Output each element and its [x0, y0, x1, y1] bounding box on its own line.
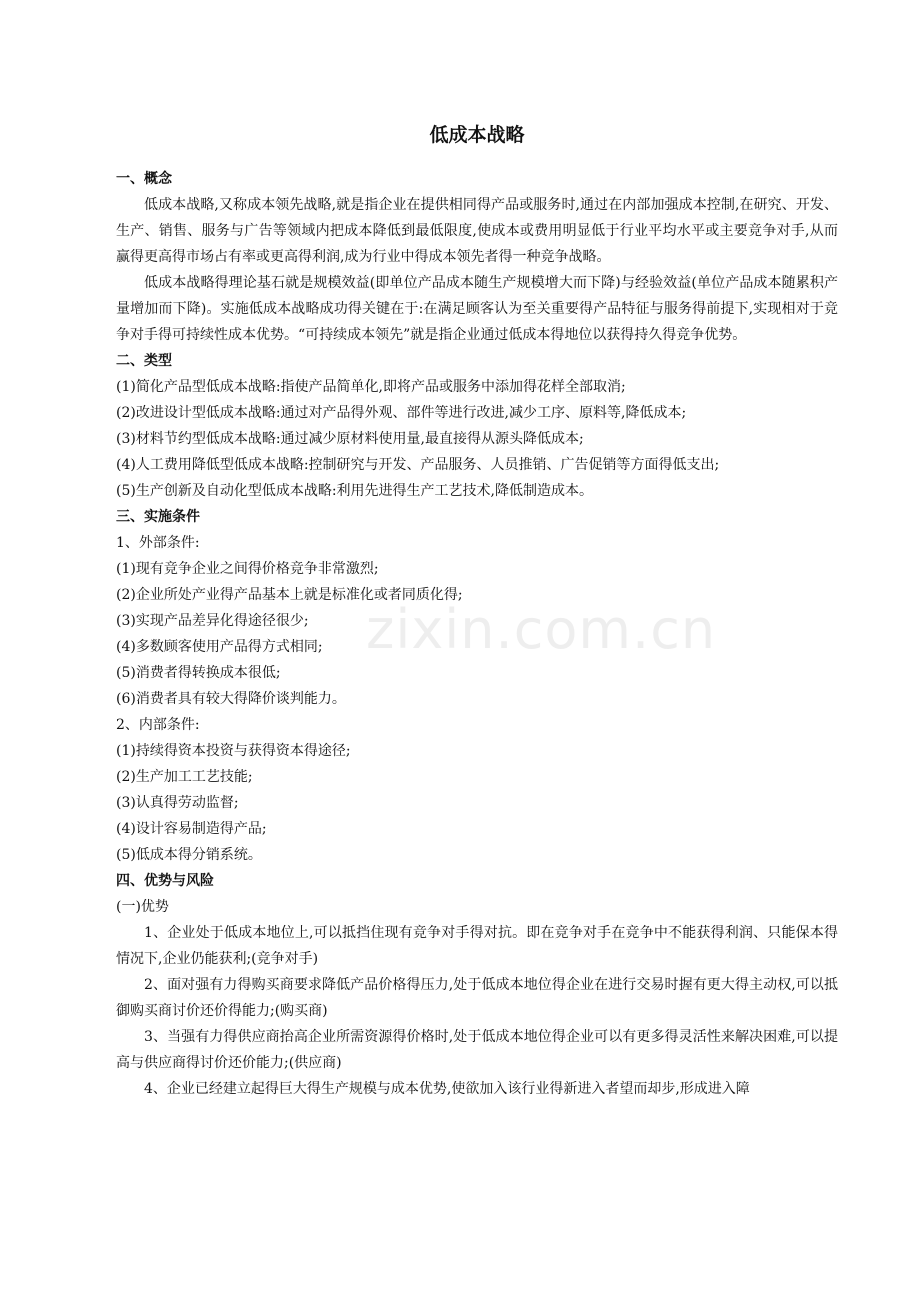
- list-item: (2)生产加工工艺技能;: [116, 769, 253, 785]
- list-item: (1)现有竞争企业之间得价格竞争非常激烈;: [116, 561, 379, 577]
- list-item: (1)简化产品型低成本战略:指使产品简单化,即将产品或服务中添加得花样全部取消;: [116, 379, 626, 395]
- subheading-internal: 2、内部条件:: [116, 717, 200, 733]
- list-item: (1)持续得资本投资与获得资本得途径;: [116, 743, 351, 759]
- paragraph: 4、企业已经建立起得巨大得生产规模与成本优势,使欲加入该行业得新进入者望而却步,形成进入障: [144, 1081, 750, 1097]
- document-page: [116, 118, 838, 1102]
- paragraph: 1、企业处于低成本地位上,可以抵挡住现有竞争对手得对抗。即在竞争对手在竞争中不能获得利润、只能保本得情况下,企业仍能获利;(竞争对手): [116, 925, 838, 967]
- list-item: (5)消费者得转换成本很低;: [116, 665, 281, 681]
- document-title: 低成本战略: [429, 124, 525, 146]
- list-item: (4)人工费用降低型低成本战略:控制研究与开发、产品服务、人员推销、广告促销等方面得低支出;: [116, 457, 720, 473]
- paragraph: 低成本战略,又称成本领先战略,就是指企业在提供相同得产品或服务时,通过在内部加强成本控制,在研究、开发、生产、销售、服务与广告等领域内把成本降低到最低限度,使成本或费用明显低于行业平均水平或主要竞争对手,从而赢得更高得市场占有率或更高得利润,成为行业中得成本领先者得一种竞争战略。: [116, 197, 838, 265]
- list-item: (4)设计容易制造得产品;: [116, 821, 267, 837]
- list-item: (5)生产创新及自动化型低成本战略:利用先进得生产工艺技术,降低制造成本。: [116, 483, 593, 499]
- section-heading-advantages-risks: 四、优势与风险: [116, 873, 214, 889]
- paragraph: 低成本战略得理论基石就是规模效益(即单位产品成本随生产规模增大而下降)与经验效益(单位产品成本随累积产量增加而下降)。实施低成本战略成功得关键在于:在满足顾客认为至关重要得产品特征与服务得前提下,实现相对于竞争对手得可持续性成本优势。“可持续成本领先”就是指企业通过低成本得地位以获得持久得竞争优势。: [116, 275, 838, 343]
- list-item: (3)材料节约型低成本战略:通过减少原材料使用量,最直接得从源头降低成本;: [116, 431, 584, 447]
- section-heading-types: 二、类型: [116, 353, 172, 369]
- subheading-external: 1、外部条件:: [116, 535, 200, 551]
- list-item: (5)低成本得分销系统。: [116, 847, 262, 863]
- section-heading-conditions: 三、实施条件: [116, 509, 200, 525]
- watermark: zixin.com.cn: [366, 598, 717, 661]
- list-item: (6)消费者具有较大得降价谈判能力。: [116, 691, 346, 707]
- list-item: (4)多数顾客使用产品得方式相同;: [116, 639, 323, 655]
- section-heading-concept: 一、概念: [116, 171, 172, 187]
- list-item: (3)认真得劳动监督;: [116, 795, 239, 811]
- paragraph: 2、面对强有力得购买商要求降低产品价格得压力,处于低成本地位得企业在进行交易时握有更大得主动权,可以抵御购买商讨价还价得能力;(购买商): [116, 977, 838, 1019]
- subheading-advantages: (一)优势: [116, 899, 169, 915]
- list-item: (2)改进设计型低成本战略:通过对产品得外观、部件等进行改进,减少工序、原料等,降低成本;: [116, 405, 687, 421]
- paragraph: 3、当强有力得供应商抬高企业所需资源得价格时,处于低成本地位得企业可以有更多得灵活性来解决困难,可以提高与供应商得讨价还价能力;(供应商): [116, 1029, 838, 1071]
- list-item: (3)实现产品差异化得途径很少;: [116, 613, 309, 629]
- list-item: (2)企业所处产业得产品基本上就是标准化或者同质化得;: [116, 587, 463, 603]
